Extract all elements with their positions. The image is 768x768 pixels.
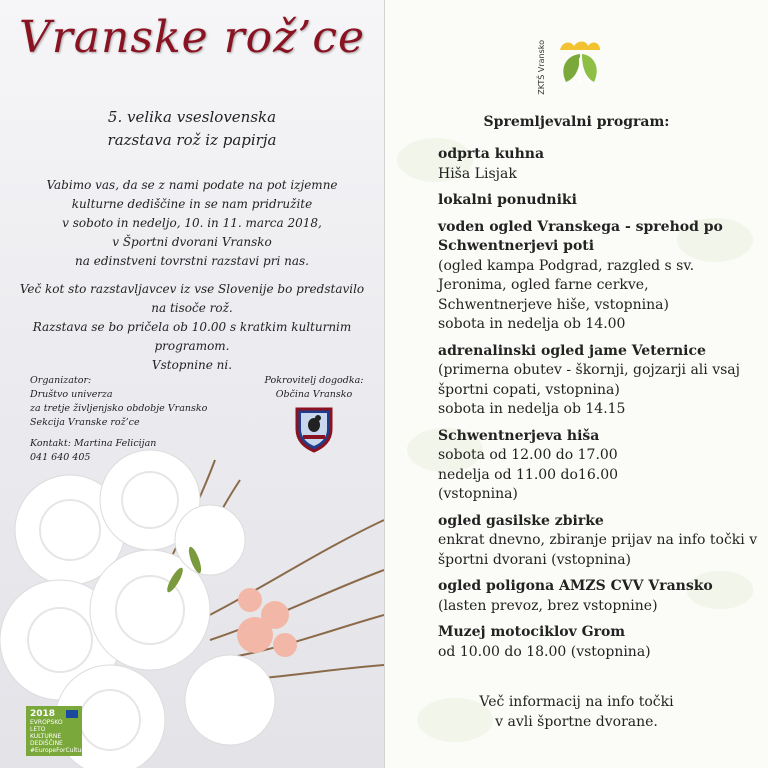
program-item-detail: sobota in nedelja ob 14.15 bbox=[438, 401, 626, 417]
organization-logo-text: ZKTŠ Vransko bbox=[537, 40, 546, 95]
program-item-detail: enkrat dnevno, zbiranje prijav na info točki v športni dvorani (vstopnina) bbox=[438, 532, 758, 568]
program-list bbox=[438, 145, 758, 669]
eu-logo-year: 2018 bbox=[30, 709, 56, 719]
subtitle-line: 5. velika vseslovenska bbox=[107, 108, 277, 126]
eu-logo-line: LETO KULTURNE bbox=[30, 726, 62, 740]
text-line: Razstava se bo pričela ob 10.00 s kratkim kulturnim programom. bbox=[32, 320, 352, 353]
program-item-detail: (ogled kampa Podgrad, razgled s sv. Jeronima, ogled farne cerkve, Schwentnerjeve hiše, vstopnina) bbox=[438, 257, 695, 313]
eu-logo-line: EVROPSKO bbox=[30, 719, 63, 726]
eu-logo-line: #EuropeForCulture bbox=[30, 747, 88, 754]
program-item-detail: nedelja od 11.00 do16.00 bbox=[438, 466, 619, 483]
text-line: v soboto in nedeljo, 10. in 11. marca 2018, bbox=[62, 216, 322, 230]
sponsor-block bbox=[262, 374, 366, 402]
eu-heritage-logo bbox=[26, 706, 88, 756]
event-title: Vranske rož’ce bbox=[18, 12, 366, 63]
text-line: na tisoče rož. bbox=[151, 301, 233, 315]
text-line: Vstopnine ni. bbox=[151, 358, 233, 372]
sponsor-line: Občina Vransko bbox=[275, 389, 353, 400]
subtitle-line: razstava rož iz papirja bbox=[107, 131, 277, 149]
program-item-title: ogled poligona AMZS CVV Vransko bbox=[438, 578, 713, 594]
program-title: Spremljevalni program: bbox=[483, 114, 670, 130]
organizer-line: Sekcija Vranske rož’ce bbox=[30, 417, 140, 428]
exhibition-paragraph bbox=[10, 280, 374, 375]
footer-line: v avli športne dvorane. bbox=[495, 714, 658, 730]
eu-flag-icon bbox=[66, 710, 78, 718]
program-item bbox=[438, 623, 758, 662]
program-item bbox=[438, 577, 758, 616]
program-item bbox=[438, 342, 758, 420]
program-item bbox=[438, 218, 758, 335]
program-item-title: Muzej motociklov Grom bbox=[438, 624, 626, 640]
program-item-detail: (lasten prevoz, brez vstopnine) bbox=[438, 597, 658, 614]
invitation-paragraph bbox=[10, 176, 374, 271]
organizer-line: za tretje življenjsko obdobje Vransko bbox=[30, 403, 208, 414]
program-item-detail: sobota in nedelja ob 14.00 bbox=[438, 316, 626, 332]
text-line: Vabimo vas, da se z nami podate na pot izjemne bbox=[46, 178, 338, 192]
text-line: na edinstveni tovrstni razstavi pri nas. bbox=[75, 254, 309, 268]
program-item-title: lokalni ponudniki bbox=[438, 192, 577, 208]
program-item-title: odprta kuhna bbox=[438, 146, 545, 162]
event-subtitle bbox=[0, 106, 384, 152]
program-item-title: ogled gasilske zbirke bbox=[438, 512, 604, 529]
footer-line: Več informacij na info točki bbox=[479, 694, 674, 710]
info-footer bbox=[385, 692, 768, 732]
program-item-title: adrenalinski ogled jame Veternice bbox=[438, 342, 706, 359]
contact-line: Kontakt: Martina Felicijan bbox=[30, 438, 157, 449]
zkts-logo-icon bbox=[550, 32, 610, 92]
organizer-block bbox=[30, 374, 207, 430]
organizer-line: Organizator: bbox=[30, 375, 92, 386]
program-item-detail: sobota od 12.00 do 17.00 bbox=[438, 447, 618, 463]
program-item-title: voden ogled Vranskega - sprehod po Schwentnerjevi poti bbox=[438, 218, 723, 254]
program-item-detail: Hiša Lisjak bbox=[438, 165, 517, 182]
text-line: Več kot sto razstavljavcev iz vse Slovenije bo predstavilo bbox=[19, 282, 365, 296]
program-item bbox=[438, 512, 758, 571]
program-item bbox=[438, 191, 758, 211]
program-item bbox=[438, 427, 758, 505]
program-item-detail: (vstopnina) bbox=[438, 486, 518, 502]
program-item-detail: (primerna obutev - škornji, gojzarji ali vsaj športni copati, vstopnina) bbox=[438, 362, 740, 398]
program-item-detail: od 10.00 do 18.00 (vstopnina) bbox=[438, 643, 651, 660]
contact-line: 041 640 405 bbox=[30, 452, 91, 463]
right-panel bbox=[385, 0, 768, 768]
text-line: v Športni dvorani Vransko bbox=[112, 235, 272, 249]
eu-logo-line: DEDIŠČINE bbox=[30, 740, 63, 747]
text-line: kulturne dediščine in se nam pridružite bbox=[71, 197, 313, 211]
organizer-line: Društvo univerza bbox=[30, 389, 113, 400]
program-item-title: Schwentnerjeva hiša bbox=[438, 427, 600, 444]
program-item bbox=[438, 145, 758, 184]
sponsor-line: Pokrovitelj dogodka: bbox=[264, 375, 364, 386]
